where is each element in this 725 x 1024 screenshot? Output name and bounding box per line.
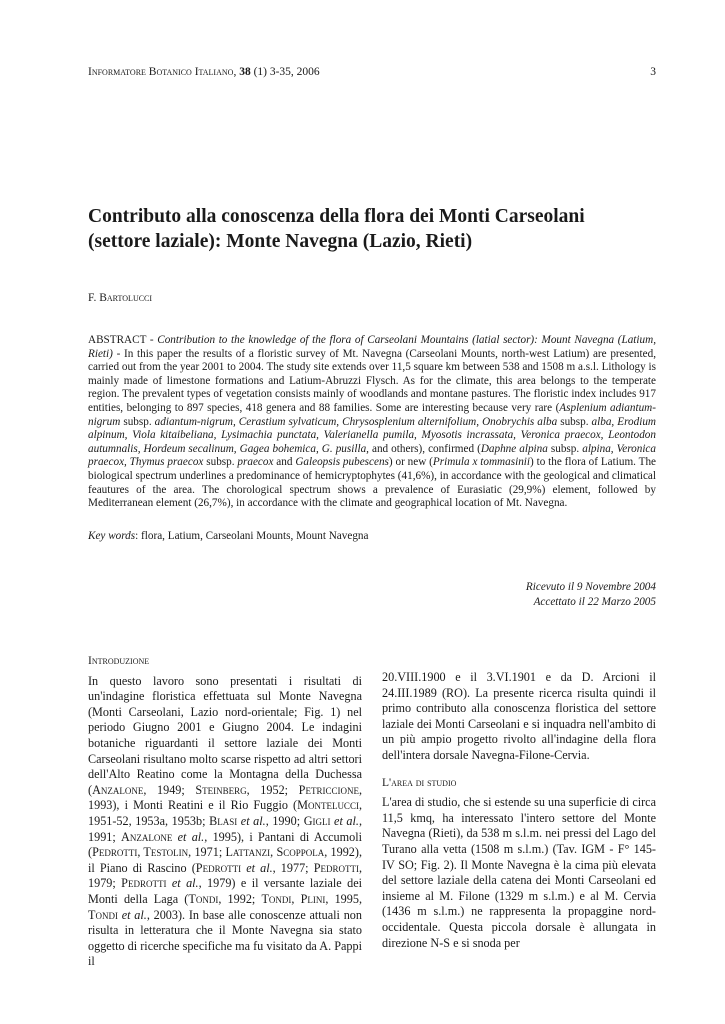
taxon: Daphne alpina [480, 442, 548, 455]
taxon: praecox [237, 456, 274, 469]
cited-author: Gigli [303, 813, 331, 828]
intro-text: , 1993), i Monti Reatini e il Rio Fuggio ( [88, 782, 362, 813]
keywords-label: Key words [88, 530, 136, 542]
intro-text: , 1992; [218, 891, 262, 906]
cited-author: Pedrotti [195, 860, 242, 875]
intro-continuation: 20.VIII.1900 e il 3.VI.1901 e da D. Arcioni il 24.III.1989 (RO). La presente ricerca risulta quindi il primo contributo alla conoscenza floristica del settore laziale dei Monti Carseolani e si inquadra nell'ambito di un più ampio progetto rivolto all'indagine della flora dell'intera dorsale Navegna-Filone-Cervia. [382, 670, 656, 762]
received-date: Ricevuto il 9 Novembre 2004 [525, 581, 656, 593]
intro-text: , 1979; [88, 860, 363, 891]
cited-author: Tondi [188, 891, 219, 906]
author-surname: Bartolucci [99, 292, 153, 304]
intro-paragraph [88, 674, 362, 970]
keywords-text: : flora, Latium, Carseolani Mounts, Mount Navegna [135, 530, 369, 542]
abstract-english-title: Contribution to the knowledge of the flora of Carseolani Mountains (latial sector): Mount Navegna (Latium, Rieti) [88, 334, 656, 360]
spacer [382, 764, 656, 776]
intro-text: , 2003). In base alle conoscenze attuali non risulta in letteratura che il Monte Navegna sia stato oggetto di ricerche specifiche ma fu visitato da A. Pappi il [88, 907, 362, 969]
intro-text: , 1991; [88, 813, 363, 844]
taxon: Asplenium adiantum-nigrum [88, 401, 656, 428]
running-head [88, 66, 656, 78]
paper-title [88, 204, 648, 254]
abstract-body: and others), confirmed ( [368, 442, 481, 455]
intro-text: , 1990; [265, 813, 304, 828]
subsp-text: subsp. [547, 442, 583, 455]
taxon: alba, Erodium alpinum, Viola kitaibeliana, Lysimachia punctata, Valerianella pumila, Myosotis incrassata, Veronica praecox, Leontodon autumnalis, Hordeum secalinum, Gagea bohemica, G. pusilla, [88, 415, 656, 455]
cited-author: Pedrotti [313, 860, 359, 875]
intro-text: , 1995), i Pantani di Accumoli ( [88, 829, 362, 860]
cited-author: Montelucci [297, 798, 359, 813]
journal-issue-pages: (1) 3-35, 2006 [250, 66, 320, 78]
abstract-body: ) to the flora of Latium. The biological spectrum underlines a predominance of hemicryptophytes (41,6%), in accordance with the geological and climatical feautures of the area. The chorological spectrum shows a prevalence of Eurasiatic (29,9%) element, followed by Mediterranean element (26,7%), in accordance with the climate and geographical location of Mt. Navegna. [88, 456, 656, 510]
et-al: et al. [237, 813, 266, 828]
author [88, 292, 152, 304]
intro-text: , 1951-52, 1953a, 1953b; [88, 798, 362, 828]
cited-author: Anzalone [121, 829, 173, 844]
taxon: alpina, Veronica praecox, Thymus praecox [88, 442, 656, 469]
right-column [382, 670, 656, 951]
abstract-body: ) or new ( [388, 456, 433, 469]
intro-text: In questo lavoro sono presentati i risultati di un'indagine floristica effettuata sul Monte Navegna (Monti Carseolani, Lazio nord-orientale; Fig. 1) nel periodo Giugno 2001 e Giugno 2004. Le indagini botaniche riguardanti il settore laziale dei Monti Carseolani risultano molto scarse rispetto ad altri settori dell'Alto Reatino come la Montagna della Duchessa ( [88, 673, 362, 797]
study-area-paragraph: L'area di studio, che si estende su una superficie di circa 11,5 kmq, ha interessato l'intero settore del Monte Navegna (Rieti), da 538 m s.l.m. nei pressi del Lago del Turano alla vetta (1508 m s.l.m.) (Tav. IGM - F° 145-IV SO; Fig. 2). Il Monte Navegna è la cima più elevata del settore laziale della catena dei Monti Carseolani ed insieme al M. Filone (1329 m s.l.m.) e al M. Cervia (1436 m s.l.m.) ne rappresenta la propaggine nord-occidentale. Questa piccola dorsale è allungata in direzione N-S e si snoda per [382, 795, 656, 950]
intro-text: , 1949; [143, 782, 196, 797]
paper-title-line-2: (settore laziale): Monte Navegna (Lazio, Rieti) [88, 231, 473, 252]
section-heading-introduzione: Introduzione [88, 655, 150, 667]
paper-title-line-1: Contributo alla conoscenza della flora dei Monti Carseolani [88, 206, 585, 227]
cited-author: Steinberg [195, 782, 247, 797]
page-number: 3 [650, 66, 656, 78]
intro-text: , 1995, [325, 891, 362, 906]
et-al: et al. [172, 829, 205, 844]
author-initial: F. [88, 292, 100, 304]
cited-author: Pedrotti, Testolin [92, 845, 189, 860]
cited-author: Tondi [88, 907, 118, 922]
et-al: et al. [117, 907, 147, 922]
intro-text: , 1952; [246, 782, 299, 797]
et-al: et al. [166, 876, 199, 891]
subsp-text: subsp. [557, 415, 592, 428]
received-dates [400, 580, 656, 610]
subsp-text: subsp. [203, 456, 238, 469]
cited-author: Petriccione [298, 782, 359, 797]
subsp-text: subsp. [120, 415, 155, 428]
et-al: et al. [330, 813, 359, 828]
journal-volume: 38 [239, 66, 251, 78]
abstract-label: ABSTRACT - [88, 334, 158, 346]
cited-author: Blasi [209, 813, 238, 828]
cited-author: Pedrotti [121, 876, 167, 891]
intro-text: , 1979) e il versante laziale dei Monti della Laga ( [88, 876, 362, 906]
cited-author: Anzalone [92, 782, 144, 797]
cited-author: Lattanzi, Scoppola [225, 845, 325, 860]
intro-text: , 1977; [272, 860, 314, 875]
cited-author: Tondi, Plini [261, 891, 326, 906]
taxon: Galeopsis pubescens [295, 456, 389, 469]
intro-text: , 1992), il Piano di Rascino ( [88, 845, 362, 875]
journal-comma: , [233, 66, 240, 78]
taxon: Primula x tommasinii [432, 456, 531, 469]
abstract-body: - In this paper the results of a floristic survey of Mt. Navegna (Carseolani Mounts, north-west Latium) are presented, carried out from the year 2001 to 2004. The study site extends over 11,5 square km between 538 and 1508 m a.s.l. Lithology is mainly made of limestone formations and Latium-Abruzzi Flysch. As for the climate, this area belongs to the temperate region. The prevalent types of vegetation consists mainly of woodlands and montane pastures. The floristic index includes 917 entities, belonging to 897 species, 418 genera and 88 families. Some are interesting because very rare ( [88, 347, 656, 414]
intro-text: , 1971; [188, 845, 226, 860]
and-text: and [273, 456, 296, 469]
left-column [88, 654, 362, 970]
et-al: et al. [241, 860, 273, 875]
keywords [88, 530, 656, 542]
journal-name: Informatore Botanico Italiano [88, 66, 234, 78]
section-heading-area-di-studio: L'area di studio [382, 776, 457, 789]
taxon: adiantum-nigrum, Cerastium sylvaticum, Chrysosplenium alternifolium, Onobrychis alba [154, 415, 558, 428]
accepted-date: Accettato il 22 Marzo 2005 [533, 596, 656, 608]
abstract [88, 334, 656, 511]
